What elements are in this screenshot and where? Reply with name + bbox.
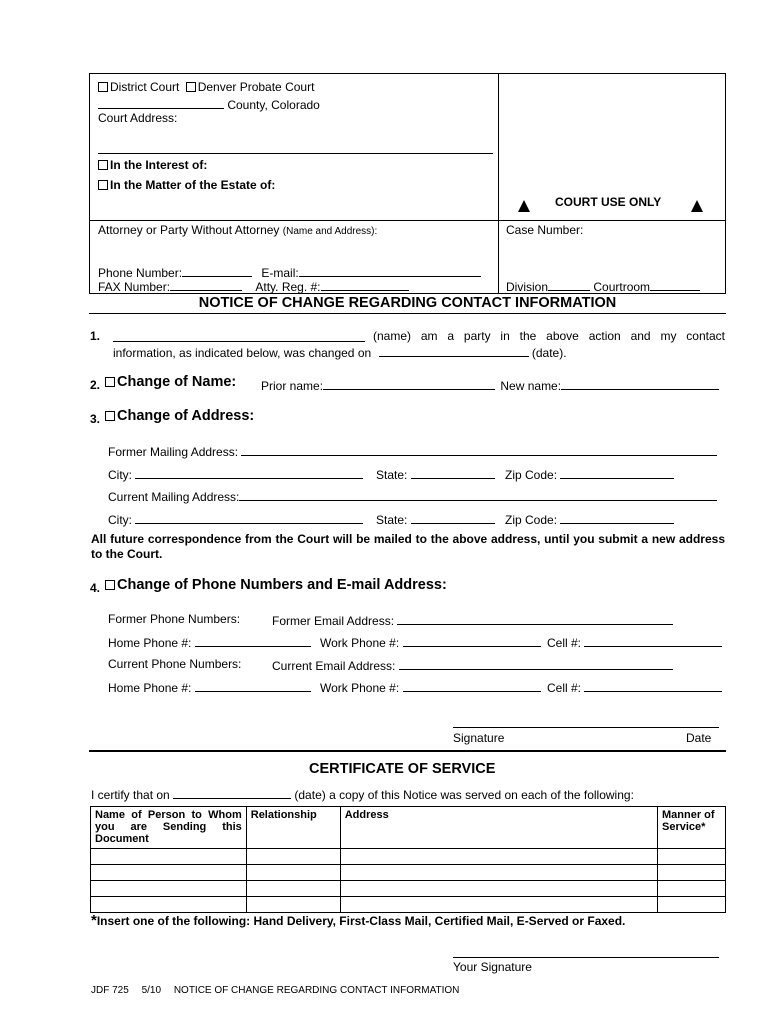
col-name-header: Name of Person to Whom you are Sending this Document: [91, 807, 247, 849]
signature-date-label: Date: [686, 731, 712, 745]
email-field[interactable]: [299, 264, 481, 277]
current-home-phone-field[interactable]: [195, 679, 311, 692]
footnote-text: Insert one of the following: Hand Delivery, First-Class Mail, Certified Mail, E-Served or Faxed.: [96, 914, 626, 928]
table-cell[interactable]: [658, 881, 726, 897]
prior-name-label: Prior name:: [261, 379, 324, 393]
col-relationship-header: Relationship: [246, 807, 340, 849]
table-cell[interactable]: [658, 897, 726, 913]
current-zip-field[interactable]: [560, 511, 674, 524]
former-mailing-field[interactable]: [241, 443, 717, 456]
former-home-phone-label: Home Phone #:: [108, 636, 192, 650]
form-id: JDF 725: [91, 985, 129, 996]
item3-number: 3.: [90, 412, 101, 426]
former-work-phone-label: Work Phone #:: [320, 636, 400, 650]
table-cell[interactable]: [340, 881, 657, 897]
table-row: [91, 865, 726, 881]
table-cell[interactable]: [340, 849, 657, 865]
former-city-field[interactable]: [135, 466, 363, 479]
former-email-field[interactable]: [397, 612, 673, 625]
correspondence-notice: All future correspondence from the Court will be mailed to the above address, until you submit a new address to the Court.: [91, 532, 725, 561]
phone-number-field[interactable]: [182, 264, 252, 277]
service-table: [90, 806, 726, 913]
party-name-field[interactable]: [113, 329, 365, 342]
former-mailing-label: Former Mailing Address:: [108, 445, 239, 459]
estate-label: In the Matter of the Estate of:: [110, 178, 276, 192]
fax-number-field[interactable]: [170, 278, 242, 291]
former-state-label: State:: [376, 468, 408, 482]
former-email-label: Former Email Address:: [272, 614, 395, 628]
district-court-label: District Court: [110, 80, 180, 94]
up-arrow-left-icon: [518, 200, 530, 215]
current-cell-field[interactable]: [584, 679, 722, 692]
form-rev: 5/10: [141, 985, 162, 996]
table-cell[interactable]: [91, 865, 247, 881]
change-phone-email-checkbox[interactable]: [105, 580, 115, 590]
atty-reg-field[interactable]: [321, 278, 409, 291]
current-work-phone-field[interactable]: [403, 679, 541, 692]
change-address-heading: Change of Address:: [117, 408, 255, 424]
interest-of-checkbox[interactable]: [98, 160, 108, 170]
footnote-star: *: [91, 912, 97, 929]
district-court-checkbox[interactable]: [98, 82, 108, 92]
item1-text-a: (name) am a party in the above action and my contact: [373, 329, 725, 343]
item1-number: 1.: [90, 329, 101, 343]
certificate-title: CERTIFICATE OF SERVICE: [309, 761, 496, 777]
former-cell-field[interactable]: [584, 634, 722, 647]
division-field[interactable]: [548, 278, 590, 291]
case-number-label: Case Number:: [506, 223, 584, 237]
signature-line[interactable]: [453, 727, 719, 728]
phone-number-label: Phone Number:: [98, 266, 183, 280]
current-cell-label: Cell #:: [547, 681, 582, 695]
current-mailing-label: Current Mailing Address:: [108, 490, 240, 504]
former-zip-label: Zip Code:: [505, 468, 558, 482]
denver-probate-label: Denver Probate Court: [197, 80, 315, 94]
courtroom-label: Courtroom: [593, 280, 651, 294]
courtroom-field[interactable]: [650, 278, 700, 291]
current-email-label: Current Email Address:: [272, 659, 396, 673]
former-zip-field[interactable]: [560, 466, 674, 479]
your-signature-label: Your Signature: [453, 960, 532, 974]
table-cell[interactable]: [91, 897, 247, 913]
table-cell[interactable]: [91, 881, 247, 897]
certify-text-a: I certify that on: [91, 788, 170, 802]
court-use-only-label: COURT USE ONLY: [555, 195, 662, 209]
new-name-label: New name:: [500, 379, 562, 393]
table-cell[interactable]: [91, 849, 247, 865]
certify-text-b: (date) a copy of this Notice was served on each of the following:: [294, 788, 634, 802]
table-cell[interactable]: [246, 881, 340, 897]
new-name-field[interactable]: [561, 377, 719, 390]
court-address-label: Court Address:: [98, 111, 178, 125]
table-row: [91, 881, 726, 897]
col-manner-header: Manner of Service*: [658, 807, 726, 849]
table-cell[interactable]: [340, 865, 657, 881]
county-label: County, Colorado: [227, 98, 320, 112]
current-email-field[interactable]: [399, 657, 673, 670]
email-label: E-mail:: [261, 266, 299, 280]
fax-number-label: FAX Number:: [98, 280, 171, 294]
former-cell-label: Cell #:: [547, 636, 582, 650]
former-state-field[interactable]: [411, 466, 495, 479]
item2-number: 2.: [90, 378, 101, 392]
service-date-field[interactable]: [173, 786, 291, 799]
change-phone-email-heading: Change of Phone Numbers and E-mail Address:: [117, 577, 447, 593]
former-work-phone-field[interactable]: [403, 634, 541, 647]
county-field[interactable]: [98, 96, 224, 109]
current-home-phone-label: Home Phone #:: [108, 681, 192, 695]
court-address-line[interactable]: [98, 153, 493, 154]
division-label: Division: [506, 280, 549, 294]
signature-label: Signature: [453, 731, 505, 745]
col-address-header: Address: [340, 807, 657, 849]
attorney-sub-label: (Name and Address):: [282, 226, 378, 237]
interest-of-label: In the Interest of:: [110, 158, 208, 172]
table-cell[interactable]: [246, 865, 340, 881]
item4-number: 4.: [90, 581, 101, 595]
table-row: [91, 897, 726, 913]
change-date-field[interactable]: [379, 344, 529, 357]
former-phone-label: Former Phone Numbers:: [108, 612, 241, 626]
prior-name-field[interactable]: [323, 377, 495, 390]
current-city-field[interactable]: [135, 511, 363, 524]
current-mailing-field[interactable]: [239, 488, 717, 501]
denver-probate-checkbox[interactable]: [186, 82, 196, 92]
atty-reg-label: Atty. Reg. #:: [255, 280, 321, 294]
your-signature-line[interactable]: [453, 957, 719, 958]
table-cell[interactable]: [658, 865, 726, 881]
former-home-phone-field[interactable]: [195, 634, 311, 647]
current-state-label: State:: [376, 513, 408, 527]
form-title: NOTICE OF CHANGE REGARDING CONTACT INFORMATION: [198, 295, 617, 311]
current-work-phone-label: Work Phone #:: [320, 681, 400, 695]
estate-checkbox[interactable]: [98, 180, 108, 190]
current-phone-label: Current Phone Numbers:: [108, 657, 242, 671]
section-divider: [89, 750, 726, 752]
item1-date-label: (date).: [531, 346, 567, 360]
change-address-checkbox[interactable]: [105, 411, 115, 421]
change-name-heading: Change of Name:: [117, 374, 237, 390]
table-cell[interactable]: [340, 897, 657, 913]
table-cell[interactable]: [246, 897, 340, 913]
up-arrow-right-icon: [691, 200, 703, 215]
table-cell[interactable]: [246, 849, 340, 865]
title-underline: [89, 313, 726, 314]
current-city-label: City:: [108, 513, 132, 527]
item1-text-b: information, as indicated below, was changed on: [113, 346, 372, 360]
attorney-label: Attorney or Party Without Attorney: [98, 223, 280, 237]
change-name-checkbox[interactable]: [105, 377, 115, 387]
footer-title: NOTICE OF CHANGE REGARDING CONTACT INFORMATION: [173, 985, 460, 996]
table-row: [91, 849, 726, 865]
table-cell[interactable]: [658, 849, 726, 865]
current-zip-label: Zip Code:: [505, 513, 558, 527]
former-city-label: City:: [108, 468, 132, 482]
current-state-field[interactable]: [411, 511, 495, 524]
